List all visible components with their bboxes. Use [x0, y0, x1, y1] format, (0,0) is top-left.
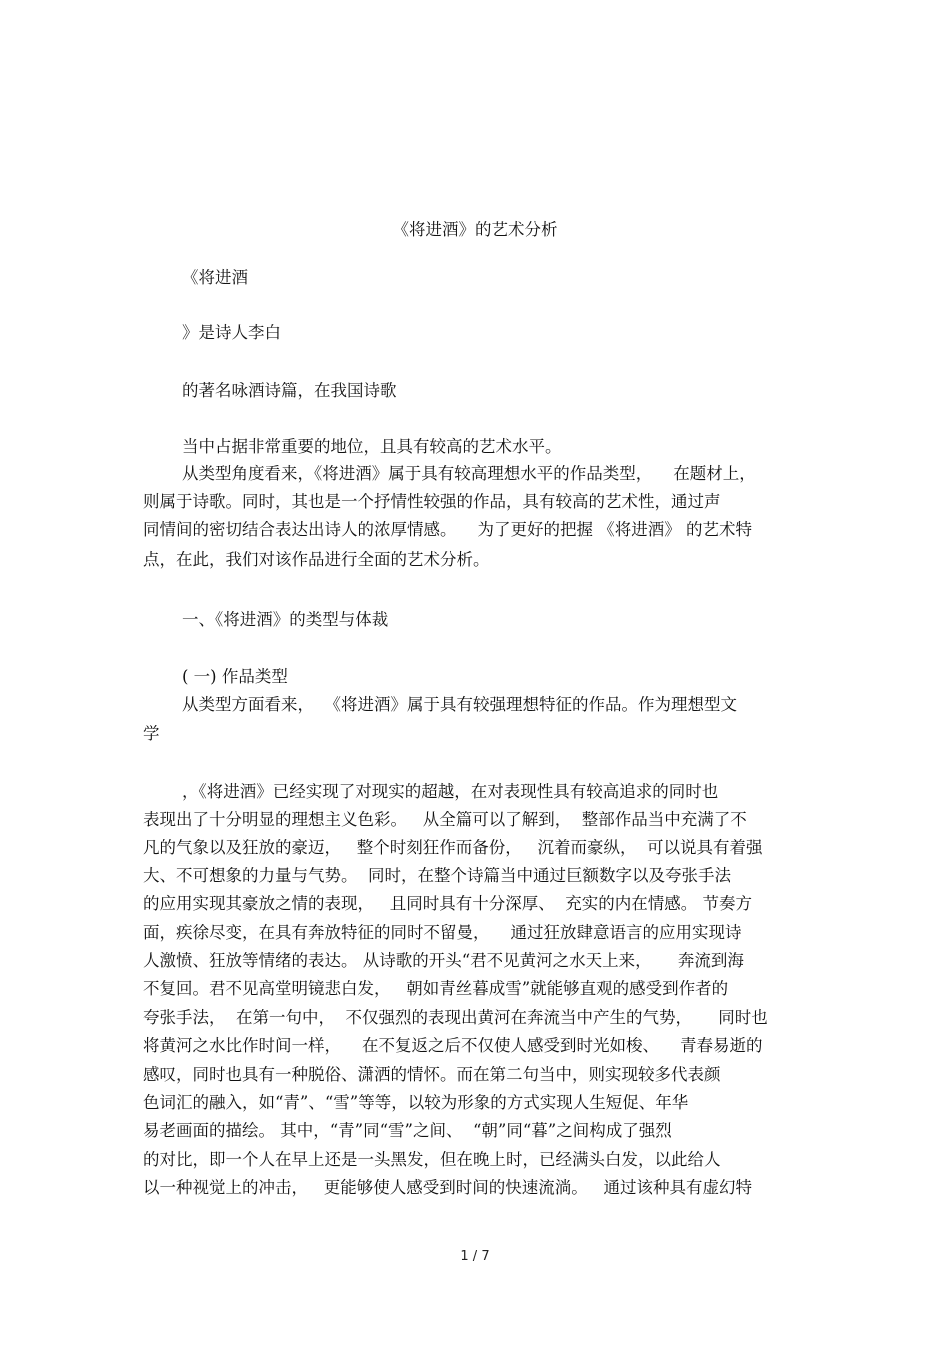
text-line: 的著名咏酒诗篇，在我国诗歌 [182, 381, 397, 400]
text-line: 感叹，同时也具有一种脱俗、潇洒的情怀。而在第二句当中，则实现较多代表颜 [143, 1065, 721, 1084]
text-line: 凡的气象以及狂放的豪迈， 整个时刻狂作而备份， 沉着而豪纵， 可以说具有着强 [143, 838, 763, 857]
text-line: 的对比，即一个人在早上还是一头黑发，但在晚上时，已经满头白发，以此给人 [143, 1150, 721, 1169]
text-line: 人激愤、狂放等情绪的表达。 从诗歌的开头“君不见黄河之水天上来， 奔流到海 [143, 951, 744, 970]
text-line: 《将进酒 [182, 268, 248, 287]
text-line: 》是诗人李白 [182, 323, 281, 342]
text-line: 色词汇的融入，如“青”、“雪”等等，以较为形象的方式实现人生短促、年华 [143, 1093, 689, 1112]
text-line: 从类型方面看来， 《将进酒》属于具有较强理想特征的作品。作为理想型文 [182, 695, 737, 714]
text-line: 不复回。君不见高堂明镜悲白发， 朝如青丝暮成雪”就能够直观的感受到作者的 [143, 979, 729, 998]
text-line: 表现出了十分明显的理想主义色彩。 从全篇可以了解到， 整部作品当中充满了不 [143, 810, 747, 829]
text-line: 的应用实现其豪放之情的表现， 且同时具有十分深厚、 充实的内在情感。 节奏方 [143, 894, 752, 913]
document-title: 《将进酒》的艺术分析 [392, 220, 558, 239]
text-line: ，《将进酒》已经实现了对现实的超越，在对表现性具有较高追求的同时也 [182, 782, 719, 801]
text-line: 面，疾徐尽变，在具有奔放特征的同时不留曼， 通过狂放肆意语言的应用实现诗 [143, 923, 742, 942]
subsection-heading: ( 一) 作品类型 [182, 667, 288, 686]
text-line: 以一种视觉上的冲击， 更能够使人感受到时间的快速流淌。 通过该种具有虚幻特 [143, 1178, 752, 1197]
text-line: 点，在此，我们对该作品进行全面的艺术分析。 [143, 550, 490, 569]
text-line: 则属于诗歌。同时，其也是一个抒情性较强的作品，具有较高的艺术性，通过声 [143, 492, 721, 511]
text-line: 同情间的密切结合表达出诗人的浓厚情感。 为了更好的把握 《将进酒》 的艺术特 [143, 520, 752, 539]
text-line: 当中占据非常重要的地位，且具有较高的艺术水平。 [182, 437, 562, 456]
text-line: 学 [143, 724, 160, 743]
text-line: 将黄河之水比作时间一样， 在不复返之后不仅使人感受到时光如梭、 青春易逝的 [143, 1036, 763, 1055]
text-line: 易老画面的描绘。 其中，“青”同“雪”之间、 “朝”同“暮”之间构成了强烈 [143, 1121, 672, 1140]
page-number: 1 / 7 [460, 1249, 490, 1264]
text-line: 从类型角度看来，《将进酒》属于具有较高理想水平的作品类型， 在题材上， [182, 464, 756, 483]
text-line: 大、不可想象的力量与气势。 同时，在整个诗篇当中通过巨额数字以及夸张手法 [143, 866, 731, 885]
section-heading: 一、《将进酒》的类型与体裁 [182, 610, 389, 629]
text-line: 夸张手法， 在第一句中， 不仅强烈的表现出黄河在奔流当中产生的气势， 同时也 [143, 1008, 768, 1027]
